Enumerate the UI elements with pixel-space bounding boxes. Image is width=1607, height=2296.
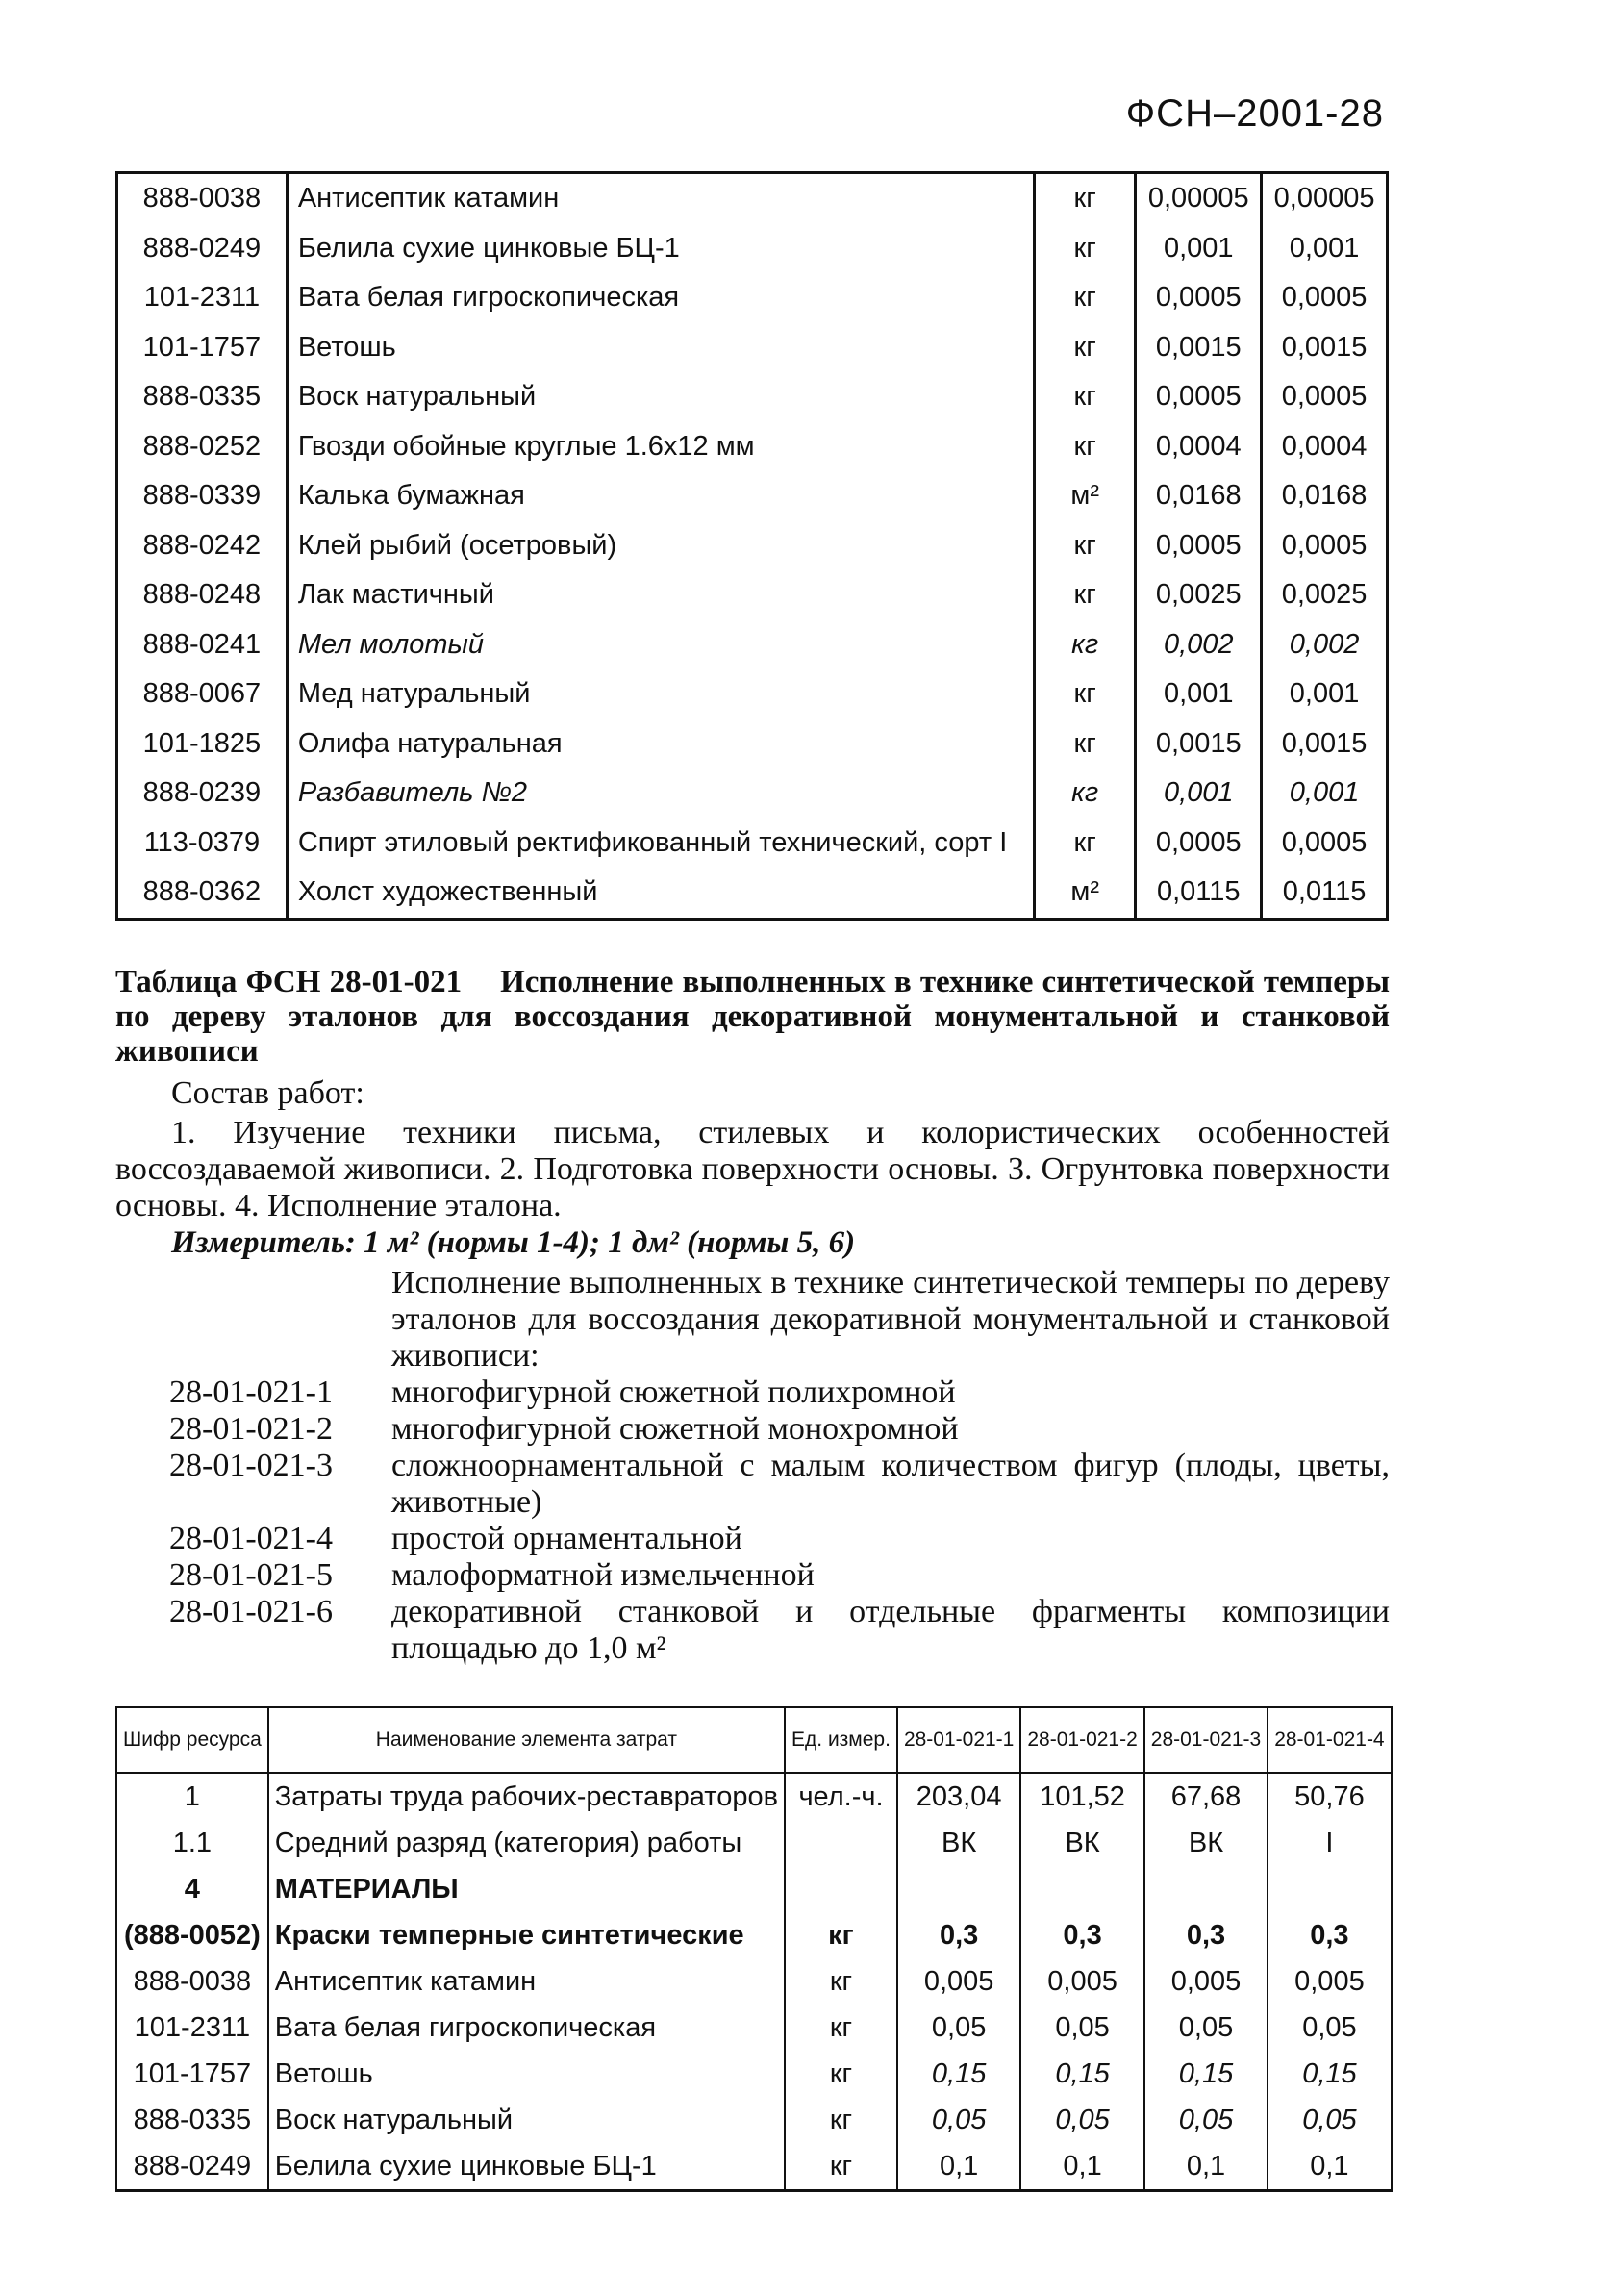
norm-value-2: [1020, 1866, 1143, 1912]
unit: м²: [1035, 471, 1136, 521]
resource-code: 888-0239: [117, 769, 288, 819]
resource-table: [115, 1706, 1393, 2192]
unit: кг: [1035, 719, 1136, 770]
table-row: [117, 471, 1388, 521]
unit: кг: [1035, 273, 1136, 323]
norm-value-1: 0,1: [897, 2143, 1020, 2191]
header-norm-2: 28-01-021-2: [1020, 1707, 1143, 1773]
norm-value-1: 0,001: [1136, 224, 1262, 274]
table-label: Таблица ФСН 28-01-021: [115, 965, 463, 999]
resource-code: 888-0249: [116, 2143, 268, 2191]
resource-name: Ветошь: [268, 2051, 785, 2097]
norm-value-1: 203,04: [897, 1773, 1020, 1820]
norm-value-1: 0,0015: [1136, 323, 1262, 373]
table-row: [116, 2097, 1392, 2143]
norm-value-3: 0,05: [1144, 2097, 1268, 2143]
norm-value-1: 0,0005: [1136, 372, 1262, 422]
table-row: [117, 372, 1388, 422]
section-title: [115, 965, 1390, 1069]
table-row: [117, 570, 1388, 620]
unit: кг: [1035, 669, 1136, 719]
unit: кг: [1035, 323, 1136, 373]
resource-code: 101-2311: [117, 273, 288, 323]
table-row: [116, 1820, 1392, 1866]
resource-code: 101-2311: [116, 2005, 268, 2051]
norm-value-4: 0,1: [1268, 2143, 1391, 2191]
norm-value-1: 0,0005: [1136, 521, 1262, 571]
table-row: [117, 521, 1388, 571]
norm-value-1: 0,05: [897, 2005, 1020, 2051]
norm-value-3: 0,15: [1144, 2051, 1268, 2097]
resource-code: (888-0052): [116, 1912, 268, 1958]
resource-name: Олифа натуральная: [287, 719, 1034, 770]
norm-value-1: 0,0015: [1136, 719, 1262, 770]
norm-code: 28-01-021-3: [169, 1448, 333, 1483]
table-header-row: [116, 1707, 1392, 1773]
norm-value-3: 0,005: [1144, 1958, 1268, 2005]
norm-value-1: 0,3: [897, 1912, 1020, 1958]
table-row: [117, 819, 1388, 869]
resource-name: Затраты труда рабочих-реставраторов: [268, 1773, 785, 1820]
table-row: [117, 422, 1388, 472]
resource-code: 888-0362: [117, 868, 288, 919]
norm-value-1: 0,15: [897, 2051, 1020, 2097]
table-row: [116, 1912, 1392, 1958]
header-name: Наименование элемента затрат: [268, 1707, 785, 1773]
norm-value-4: [1268, 1866, 1391, 1912]
norm-value-1: 0,002: [1136, 620, 1262, 670]
norm-value-4: 0,05: [1268, 2005, 1391, 2051]
norm-value-1: 0,001: [1136, 769, 1262, 819]
resource-name: Белила сухие цинковые БЦ-1: [268, 2143, 785, 2191]
resource-name: Лак мастичный: [287, 570, 1034, 620]
resource-code: 888-0038: [116, 1958, 268, 2005]
resource-code: 888-0252: [117, 422, 288, 472]
table-row: [116, 1958, 1392, 2005]
resource-name: МАТЕРИАЛЫ: [268, 1866, 785, 1912]
norm-value-2: 0,0168: [1262, 471, 1388, 521]
table-row: [116, 1866, 1392, 1912]
materials-table-continued: [115, 171, 1389, 921]
norm-value-2: 0,002: [1262, 620, 1388, 670]
table-row: [116, 2143, 1392, 2191]
norm-value-2: 0,00005: [1262, 173, 1388, 224]
table-row: [117, 323, 1388, 373]
table-row: [116, 2005, 1392, 2051]
resource-name: Антисептик катамин: [287, 173, 1034, 224]
unit: чел.-ч.: [785, 1773, 897, 1820]
norm-value-2: 0,001: [1262, 224, 1388, 274]
norm-value-2: 0,3: [1020, 1912, 1143, 1958]
norm-value-2: 0,0025: [1262, 570, 1388, 620]
norm-code: 28-01-021-1: [169, 1375, 333, 1410]
unit: кг: [1035, 620, 1136, 670]
norm-value-4: 0,15: [1268, 2051, 1391, 2097]
norm-value-1: 0,00005: [1136, 173, 1262, 224]
norm-value-2: 0,0115: [1262, 868, 1388, 919]
resource-code: 888-0339: [117, 471, 288, 521]
norm-value-4: 0,3: [1268, 1912, 1391, 1958]
resource-code: 101-1757: [116, 2051, 268, 2097]
resource-code: 113-0379: [117, 819, 288, 869]
table-row: [117, 173, 1388, 224]
resource-name: Мел молотый: [287, 620, 1034, 670]
norm-value-1: [897, 1866, 1020, 1912]
resource-name: Спирт этиловый ректификованный технический, сорт I: [287, 819, 1034, 869]
table-row: [117, 620, 1388, 670]
unit: кг: [1035, 224, 1136, 274]
composition-text: 1. Изучение техники письма, стилевых и колористических особенностей воссоздаваемой живописи. 2. Подготовка поверхности основы. 3. Огрунтовка поверхности основы. 4. Исполнение эталона.: [115, 1115, 1390, 1224]
norm-text: сложноорнаментальной с малым количеством фигур (плоды, цветы, животные): [391, 1448, 1390, 1520]
norm-value-2: 0,001: [1262, 769, 1388, 819]
norm-text: многофигурной сюжетной монохромной: [391, 1411, 959, 1447]
norm-value-2: 0,0005: [1262, 372, 1388, 422]
table-row: [117, 769, 1388, 819]
table-row: [116, 1773, 1392, 1820]
unit: кг: [785, 2051, 897, 2097]
header-norm-3: 28-01-021-3: [1144, 1707, 1268, 1773]
unit: кг: [1035, 819, 1136, 869]
norm-value-1: 0,0005: [1136, 819, 1262, 869]
resource-name: Воск натуральный: [268, 2097, 785, 2143]
norm-value-2: 0,0015: [1262, 719, 1388, 770]
resource-name: Калька бумажная: [287, 471, 1034, 521]
unit: кг: [1035, 570, 1136, 620]
norm-value-3: 67,68: [1144, 1773, 1268, 1820]
resource-code: 101-1757: [117, 323, 288, 373]
unit: [785, 1820, 897, 1866]
resource-code: 1.1: [116, 1820, 268, 1866]
resource-code: 888-0038: [117, 173, 288, 224]
norm-value-2: 0,005: [1020, 1958, 1143, 2005]
norm-code: 28-01-021-6: [169, 1594, 333, 1629]
resource-code: 888-0335: [116, 2097, 268, 2143]
norm-value-2: 0,05: [1020, 2005, 1143, 2051]
norm-code: 28-01-021-2: [169, 1411, 333, 1447]
resource-code: 888-0248: [117, 570, 288, 620]
norm-value-3: 0,1: [1144, 2143, 1268, 2191]
resource-code: 888-0241: [117, 620, 288, 670]
resource-name: Клей рыбий (осетровый): [287, 521, 1034, 571]
norm-value-2: 0,001: [1262, 669, 1388, 719]
resource-name: Средний разряд (категория) работы: [268, 1820, 785, 1866]
norm-value-2: 0,0005: [1262, 521, 1388, 571]
unit: кг: [1035, 372, 1136, 422]
norm-text: простой орнаментальной: [391, 1521, 742, 1556]
resource-code: 888-0249: [117, 224, 288, 274]
resource-name: Разбавитель №2: [287, 769, 1034, 819]
unit: кг: [785, 2143, 897, 2191]
resource-code: 888-0335: [117, 372, 288, 422]
table-row: [116, 2051, 1392, 2097]
norm-value-1: 0,0168: [1136, 471, 1262, 521]
norm-value-4: 0,05: [1268, 2097, 1391, 2143]
norm-value-3: 0,3: [1144, 1912, 1268, 1958]
unit: [785, 1866, 897, 1912]
resource-name: Вата белая гигроскопическая: [268, 2005, 785, 2051]
unit: кг: [1035, 769, 1136, 819]
resource-code: 101-1825: [117, 719, 288, 770]
norm-value-2: 0,0005: [1262, 819, 1388, 869]
header-norm-1: 28-01-021-1: [897, 1707, 1020, 1773]
norm-value-2: ВК: [1020, 1820, 1143, 1866]
norm-value-4: I: [1268, 1820, 1391, 1866]
table-row: [117, 868, 1388, 919]
unit: кг: [785, 1912, 897, 1958]
unit: кг: [785, 2097, 897, 2143]
norm-value-1: ВК: [897, 1820, 1020, 1866]
unit: кг: [1035, 422, 1136, 472]
table-row: [117, 273, 1388, 323]
header-unit: Ед. измер.: [785, 1707, 897, 1773]
resource-name: Воск натуральный: [287, 372, 1034, 422]
table-row: [117, 719, 1388, 770]
table-title: Исполнение выполненных в технике синтетической темперы по дереву эталонов для воссоздания декоративной монументальной и станковой живописи: [115, 965, 1391, 1069]
norm-text: декоративной станковой и отдельные фрагменты композиции площадью до 1,0 м²: [391, 1594, 1390, 1666]
header-norm-4: 28-01-021-4: [1268, 1707, 1391, 1773]
norm-value-4: 50,76: [1268, 1773, 1391, 1820]
header-code: Шифр ресурса: [116, 1707, 268, 1773]
unit: м²: [1035, 868, 1136, 919]
norm-value-1: 0,001: [1136, 669, 1262, 719]
norm-value-3: ВК: [1144, 1820, 1268, 1866]
table-row: [117, 224, 1388, 274]
unit: кг: [1035, 521, 1136, 571]
norm-value-3: [1144, 1866, 1268, 1912]
resource-name: Белила сухие цинковые БЦ-1: [287, 224, 1034, 274]
norm-value-1: 0,0004: [1136, 422, 1262, 472]
resource-name: Мед натуральный: [287, 669, 1034, 719]
norms-intro: Исполнение выполненных в технике синтетической темперы по дереву эталонов для воссоздания декоративной монументальной и станковой живописи:: [391, 1265, 1390, 1374]
norm-value-2: 0,0004: [1262, 422, 1388, 472]
norm-value-1: 0,0005: [1136, 273, 1262, 323]
norm-value-2: 0,15: [1020, 2051, 1143, 2097]
resource-name: Гвозди обойные круглые 1.6х12 мм: [287, 422, 1034, 472]
norm-value-2: 0,0005: [1262, 273, 1388, 323]
norm-value-1: 0,05: [897, 2097, 1020, 2143]
resource-name: Холст художественный: [287, 868, 1034, 919]
norm-text: многофигурной сюжетной полихромной: [391, 1375, 956, 1410]
norm-text: малоформатной измельченной: [391, 1557, 815, 1593]
norm-value-2: 0,0015: [1262, 323, 1388, 373]
resource-code: 888-0067: [117, 669, 288, 719]
norm-value-1: 0,0025: [1136, 570, 1262, 620]
resource-code: 888-0242: [117, 521, 288, 571]
unit: кг: [785, 2005, 897, 2051]
unit: кг: [1035, 173, 1136, 224]
norm-code: 28-01-021-4: [169, 1521, 333, 1556]
composition-heading: Состав работ:: [171, 1075, 364, 1111]
norm-value-1: 0,005: [897, 1958, 1020, 2005]
resource-name: Краски темперные синтетические: [268, 1912, 785, 1958]
measure-line: Измеритель: 1 м² (нормы 1-4); 1 дм² (нормы 5, 6): [171, 1225, 856, 1260]
norm-value-3: 0,05: [1144, 2005, 1268, 2051]
resource-name: Вата белая гигроскопическая: [287, 273, 1034, 323]
unit: кг: [785, 1958, 897, 2005]
norm-value-2: 0,1: [1020, 2143, 1143, 2191]
resource-code: 4: [116, 1866, 268, 1912]
norm-value-2: 0,05: [1020, 2097, 1143, 2143]
resource-name: Антисептик катамин: [268, 1958, 785, 2005]
page-header: ФСН–2001-28: [1125, 92, 1384, 135]
resource-code: 1: [116, 1773, 268, 1820]
norm-code: 28-01-021-5: [169, 1557, 333, 1593]
table-row: [117, 669, 1388, 719]
norm-value-2: 101,52: [1020, 1773, 1143, 1820]
norm-value-1: 0,0115: [1136, 868, 1262, 919]
norm-value-4: 0,005: [1268, 1958, 1391, 2005]
resource-name: Ветошь: [287, 323, 1034, 373]
